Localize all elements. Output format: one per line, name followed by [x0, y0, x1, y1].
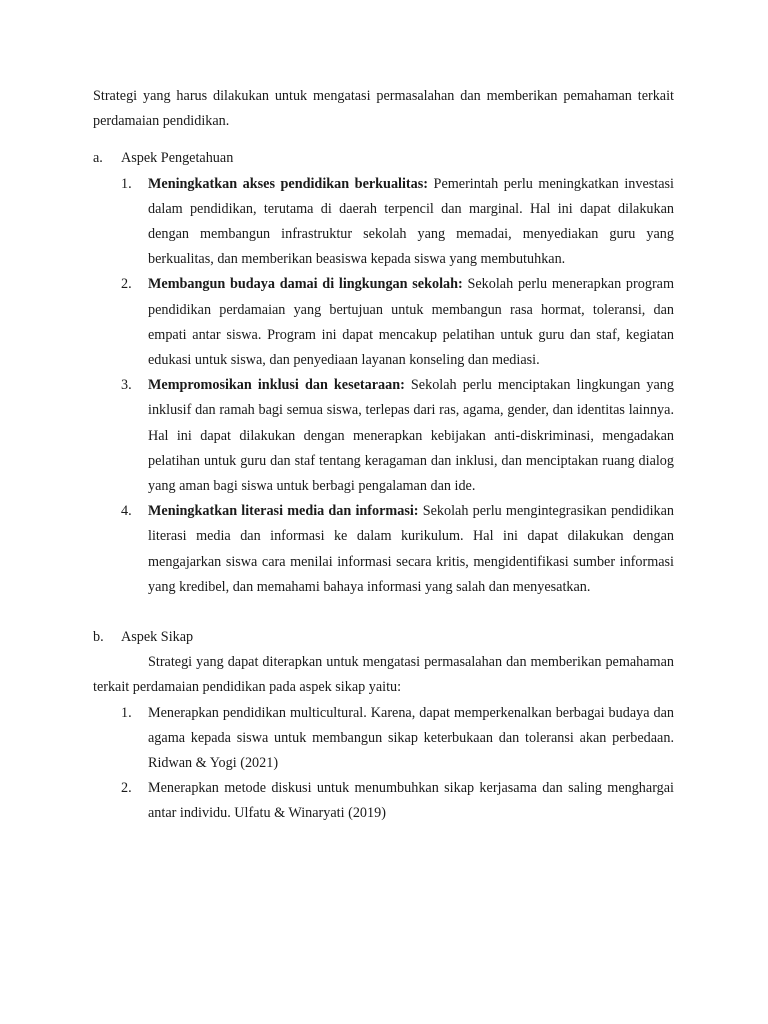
list-item	[93, 776, 674, 826]
item-text: Sekolah perlu menerapkan program pendidikan perdamaian yang bertujuan untuk membangun rasa hormat, toleransi, dan empati antar siswa. Program ini dapat mencakup pelatihan untuk guru dan staf, kegiatan edukasi untuk siswa, dan penyediaan layanan konseling dan mediasi.	[148, 276, 675, 369]
item-text: Pemerintah perlu meningkatkan investasi dalam pendidikan, terutama di daerah terpencil dan marginal. Hal ini dapat dilakukan dengan membangun infrastruktur sekolah yang memadai, menyediakan guru yang berkualitas, dan memberikan beasiswa kepada siswa yang membutuhkan.	[148, 175, 674, 268]
item-number: 4.	[121, 503, 132, 520]
numbered-list	[93, 701, 674, 827]
item-body	[148, 373, 674, 499]
item-text: Menerapkan pendidikan multicultural. Karena, dapat memperkenalkan berbagai budaya dan agama kepada siswa untuk membangun sikap keterbukaan dan toleransi akan perbedaan. Ridwan & Yogi (2021)	[148, 704, 674, 772]
item-title: Meningkatkan literasi media dan informasi:	[148, 503, 419, 520]
intro-paragraph: Strategi yang harus dilakukan untuk mengatasi permasalahan dan memberikan pemahaman terkait perdamaian pendidikan.	[93, 88, 674, 130]
section-title: Aspek Sikap	[121, 629, 194, 646]
item-title: Membangun budaya damai di lingkungan sekolah:	[148, 276, 463, 293]
item-text: Sekolah perlu mengintegrasikan pendidikan literasi media dan informasi ke dalam kurikulum. Hal ini dapat dilakukan dengan mengajarkan siswa cara menilai informasi secara kritis, mengidentifikasi sumber informasi yang kredibel, dan memahami bahaya informasi yang salah dan menyesatkan.	[148, 503, 674, 595]
section-letter: a.	[93, 150, 103, 167]
list-item	[93, 373, 674, 499]
item-text: Menerapkan metode diskusi untuk menumbuhkan sikap kerjasama dan saling menghargai antar individu. Ulfatu & Winaryati (2019)	[148, 780, 674, 822]
list-item	[93, 172, 674, 273]
section-aspek-sikap	[93, 625, 674, 827]
item-number: 1.	[121, 175, 132, 192]
item-text: Sekolah perlu menciptakan lingkungan yang inklusif dan ramah bagi semua siswa, terlepas dari ras, agama, gender, dan identitas lainnya. Hal ini dapat dilakukan dengan menerapkan kebijakan anti-diskriminasi, mengadakan pelatihan untuk guru dan staf tentang keragaman dan inklusi, dan menciptakan ruang dialog yang aman bagi siswa untuk berbagi pengalaman dan ide.	[148, 377, 674, 495]
item-title: Mempromosikan inklusi dan kesetaraan:	[148, 377, 405, 394]
section-aspek-pengetahuan	[93, 146, 674, 600]
list-item	[93, 499, 674, 600]
item-number: 3.	[121, 377, 132, 394]
document-page	[93, 84, 674, 827]
item-number: 2.	[121, 780, 132, 797]
list-item	[93, 272, 674, 373]
section-spacer	[93, 600, 674, 625]
numbered-list	[93, 172, 674, 600]
section-letter: b.	[93, 629, 104, 646]
item-title: Meningkatkan akses pendidikan berkualitas:	[148, 175, 428, 192]
section-heading	[93, 146, 674, 171]
section-heading	[93, 625, 674, 650]
list-item	[93, 701, 674, 777]
item-number: 2.	[121, 276, 132, 293]
item-number: 1.	[121, 704, 132, 721]
item-body	[148, 172, 674, 273]
section-title: Aspek Pengetahuan	[121, 150, 234, 167]
section-paragraph: Strategi yang dapat diterapkan untuk mengatasi permasalahan dan memberikan pemahaman terkait perdamaian pendidikan pada aspek sikap yaitu:	[93, 654, 674, 696]
item-body	[148, 272, 674, 373]
item-body	[148, 499, 674, 600]
